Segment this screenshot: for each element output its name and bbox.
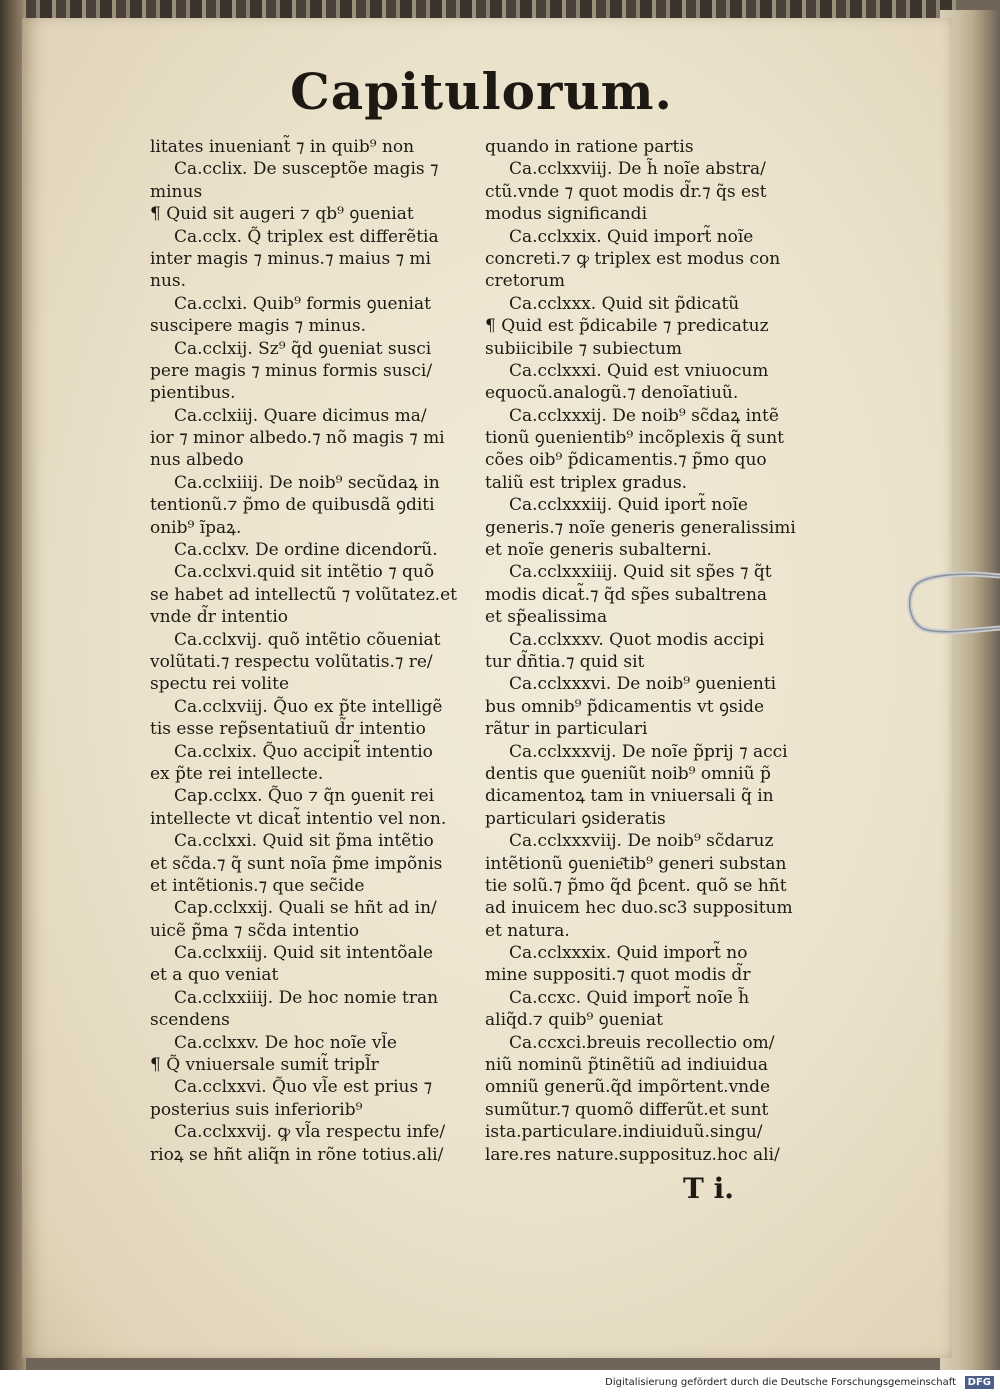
text-line: pientibus. bbox=[150, 383, 236, 404]
text-line: suscipere magis ⁊ minus. bbox=[150, 316, 367, 337]
text-line: Ca.cclxxxi. Quid est vniuocum bbox=[509, 360, 769, 381]
text-line: sumũtur.⁊ quomõ differũt.et sunt bbox=[485, 1099, 769, 1120]
text-line: quando in ratione partis bbox=[485, 137, 694, 157]
text-line: cões oib⁹ p̃dicamentis.⁊ p̃mo quo bbox=[485, 450, 767, 471]
text-line: rãtur in particulari bbox=[485, 719, 648, 740]
text-line: ¶ Q̃ vniuersale sumit̃ tripl̃r bbox=[150, 1055, 379, 1076]
text-line: minus bbox=[150, 181, 203, 202]
text-line: onib⁹ ĩpaꝝ. bbox=[150, 517, 242, 538]
text-line: Ca.cclix. De susceptõe magis ⁊ bbox=[174, 159, 439, 180]
text-line: et noĩe generis subalterni. bbox=[485, 540, 712, 561]
footer-bar bbox=[0, 1370, 1000, 1395]
text-line: se habet ad intellectũ ⁊ volũtatez.et bbox=[150, 584, 457, 605]
text-line: Ca.ccxci.breuis recollectio om/ bbox=[509, 1032, 775, 1053]
text-line: et natura. bbox=[485, 920, 570, 941]
text-line: Ca.cclxxv. De hoc noĩe vl̃e bbox=[174, 1032, 397, 1053]
text-line: Ca.cclxi. Quib⁹ formis ꝯueniat bbox=[174, 293, 431, 314]
text-line: intẽtionũ ꝯuenie͂tib⁹ generi substan bbox=[485, 853, 787, 874]
text-line: scendens bbox=[150, 1010, 230, 1031]
text-line: taliũ est triplex gradus. bbox=[485, 472, 688, 493]
text-line: Ca.cclxxviij. De h̃ noĩe abstra/ bbox=[509, 159, 766, 180]
text-line: particulari ꝯsideratis bbox=[485, 808, 666, 829]
text-line: dentis que ꝯueniũt noib⁹ omniũ p̃ bbox=[485, 763, 771, 784]
text-line: Ca.cclxxxviij. De noib⁹ sc̃daruz bbox=[509, 831, 774, 852]
text-line: Ca.cclxiij. Quare dicimus ma/ bbox=[174, 405, 427, 426]
paper-clip-icon bbox=[905, 568, 1000, 640]
text-line: Ca.cclxviij. Q̃uo ex p̃te intelligẽ bbox=[174, 696, 443, 717]
text-line: vnde d̃r intentio bbox=[150, 607, 289, 628]
text-line: ior ⁊ minor albedo.⁊ nõ magis ⁊ mi bbox=[150, 428, 445, 449]
text-line: rioꝝ se hñt aliq̃n in rõne totius.ali/ bbox=[150, 1144, 444, 1165]
text-line: ex p̃te rei intellecte. bbox=[150, 763, 324, 784]
text-line: Ca.cclxxxvi. De noib⁹ ꝯuenienti bbox=[509, 674, 777, 695]
text-line: ista.particulare.indiuiduũ.singu/ bbox=[485, 1122, 763, 1143]
text-line: Ca.cclxxx. Quid sit p̃dicatũ bbox=[509, 293, 740, 314]
text-line: litates inueniant̃ ⁊ in quib⁹ non bbox=[150, 137, 415, 157]
text-line: concreti.⁊ ꝙ triplex est modus con bbox=[485, 248, 781, 269]
text-line: intellecte vt dicat̃ intentio vel non. bbox=[150, 808, 447, 829]
text-line: Ca.cclxvi.quid sit intẽtio ⁊ quõ bbox=[174, 562, 435, 583]
text-line: tur d̃ñtia.⁊ quid sit bbox=[485, 651, 645, 672]
text-line: Ca.cclxix. Q̃uo accipit̃ intentio bbox=[174, 741, 433, 762]
text-line: tionũ ꝯuenientib⁹ incõplexis q̃ sunt bbox=[485, 428, 784, 449]
text-line: dicamentoꝝ tam in vniuersali q̃ in bbox=[485, 786, 774, 807]
text-line: Ca.cclxiiij. De noib⁹ secũdaꝝ in bbox=[174, 472, 440, 493]
text-line: Ca.cclxxxiij. Quid iport̃ noĩe bbox=[509, 495, 748, 516]
text-line: Cap.cclxx. Q̃uo ⁊ q̃n ꝯuenit rei bbox=[174, 786, 435, 807]
text-line: tie solũ.⁊ p̃mo q̃d ƥcent. quõ se hñt bbox=[485, 875, 787, 896]
text-line: Ca.cclxxiiij. De hoc nomie tran bbox=[174, 987, 439, 1008]
text-line: modus significandi bbox=[485, 204, 648, 225]
text-line: equocũ.analogũ.⁊ denoĩatiuũ. bbox=[485, 383, 739, 404]
text-line: modis dicat̃.⁊ q̃d sp̃es subaltrena bbox=[485, 584, 768, 605]
text-line: Ca.cclxxvi. Q̃uo vl̃e est prius ⁊ bbox=[174, 1077, 433, 1098]
text-line: pere magis ⁊ minus formis susci/ bbox=[150, 360, 433, 381]
text-line: Ca.cclx. Q̃ triplex est differẽtia bbox=[174, 226, 439, 247]
text-line: inter magis ⁊ minus.⁊ maius ⁊ mi bbox=[150, 248, 431, 269]
page-heading: Capitulorum. bbox=[290, 62, 673, 121]
funding-credit: Digitalisierung gefördert durch die Deutsche Forschungsgemeinschaft bbox=[605, 1377, 956, 1388]
left-text-column bbox=[150, 136, 457, 1166]
text-line: Ca.cclxxi. Quid sit p̃ma intẽtio bbox=[174, 831, 434, 852]
text-line: Ca.cclxxxix. Quid import̃ no bbox=[509, 943, 748, 964]
text-line: generis.⁊ noĩe generis generalissimi bbox=[485, 517, 796, 538]
text-line: Ca.cclxxxij. De noib⁹ sc̃daꝝ intẽ bbox=[509, 405, 779, 426]
text-line: posterius suis inferiorib⁹ bbox=[150, 1099, 363, 1120]
text-line: Ca.cclxxxv. Quot modis accipi bbox=[509, 629, 765, 650]
text-line: Ca.cclxxxiiij. Quid sit sp̃es ⁊ q̃t bbox=[509, 562, 772, 583]
text-line: volũtati.⁊ respectu volũtatis.⁊ re/ bbox=[150, 651, 433, 672]
dfg-logo: DFG bbox=[965, 1376, 994, 1389]
text-line: tis esse rep̃sentatiuũ d̃r intentio bbox=[150, 719, 426, 740]
text-line: bus omnib⁹ p̃dicamentis vt ꝯside bbox=[485, 696, 765, 717]
text-line: Ca.cclxij. Sz⁹ q̃d ꝯueniat susci bbox=[174, 338, 432, 359]
text-line: Ca.cclxv. De ordine dicendorũ. bbox=[174, 540, 438, 561]
text-line: Ca.cclxxix. Quid import̃ noĩe bbox=[509, 226, 754, 247]
text-line: ad inuicem hec duo.sc3 suppositum bbox=[485, 898, 793, 919]
text-line: lare.res nature.supposituz.hoc ali/ bbox=[485, 1144, 780, 1165]
text-line: Ca.cclxxiij. Quid sit intentõale bbox=[174, 943, 434, 964]
text-line: tentionũ.⁊ p̃mo de quibusdã ꝯditi bbox=[150, 495, 435, 516]
text-line: Ca.cclxvij. quõ intẽtio cõueniat bbox=[174, 629, 441, 650]
text-line: omniũ generũ.q̃d impõrtent.vnde bbox=[485, 1077, 771, 1098]
text-line: nus. bbox=[150, 271, 187, 292]
text-line: nus albedo bbox=[150, 450, 244, 471]
text-line: cretorum bbox=[485, 271, 565, 292]
right-text-column bbox=[485, 136, 796, 1166]
text-line: et a quo veniat bbox=[150, 965, 279, 986]
text-line: ¶ Quid est p̃dicabile ⁊ predicatuz bbox=[485, 316, 769, 337]
text-line: Ca.cclxxvij. ꝙ vl̃a respectu infe/ bbox=[174, 1122, 446, 1143]
text-line: et sp̃ealissima bbox=[485, 607, 608, 628]
text-line: ctũ.vnde ⁊ quot modis d̃r.⁊ q̃s est bbox=[485, 181, 767, 202]
text-line: aliq̃d.⁊ quib⁹ ꝯueniat bbox=[485, 1010, 664, 1031]
text-line: mine suppositi.⁊ quot modis d̃r bbox=[485, 965, 751, 986]
text-line: Cap.cclxxij. Quali se hñt ad in/ bbox=[174, 898, 437, 919]
text-line: ¶ Quid sit augeri ⁊ qb⁹ ꝯueniat bbox=[150, 204, 414, 225]
signature-mark: T i. bbox=[683, 1172, 734, 1205]
text-line: Ca.cclxxxvij. De noĩe p̃prij ⁊ acci bbox=[509, 741, 788, 762]
text-line: Ca.ccxc. Quid import̃ noĩe h̃ bbox=[509, 987, 750, 1008]
text-line: et sc̃da.⁊ q̃ sunt noĩa p̃me impõnis bbox=[150, 853, 443, 874]
text-line: subiicibile ⁊ subiectum bbox=[485, 338, 682, 359]
text-line: et intẽtionis.⁊ que sec̃ide bbox=[150, 875, 365, 896]
text-line: niũ nominũ p̃tinẽtiũ ad indiuidua bbox=[485, 1055, 769, 1076]
text-line: spectu rei volite bbox=[150, 674, 290, 695]
text-line: uicẽ p̃ma ⁊ sc̃da intentio bbox=[150, 920, 360, 941]
